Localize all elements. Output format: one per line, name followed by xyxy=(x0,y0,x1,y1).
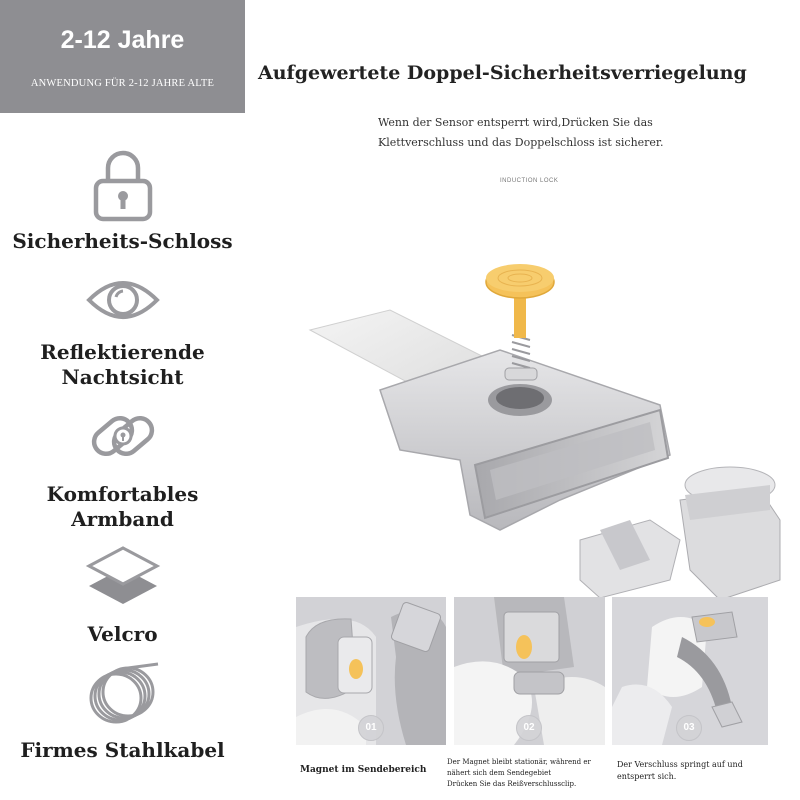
headline: Aufgewertete Doppel-Sicherheitsverriegelung xyxy=(258,62,747,84)
step-1-caption: Magnet im Sendebereich xyxy=(300,765,427,775)
feature-steel-cable xyxy=(0,660,245,763)
feature-label: Velcro xyxy=(87,622,158,646)
buckle-illustration xyxy=(300,200,790,600)
feature-comfortable-wristband xyxy=(0,402,245,532)
feature-label: Sicherheits-Schloss xyxy=(12,229,233,253)
layers-icon xyxy=(85,544,161,608)
step-photo-3 xyxy=(612,597,768,745)
step-3-caption xyxy=(617,759,777,783)
step-2-caption-line2: nähert sich dem Sendegebiet xyxy=(447,769,552,777)
coiled-cable-icon xyxy=(86,660,160,728)
description xyxy=(378,113,778,153)
feature-label: Firmes Stahlkabel xyxy=(20,738,225,762)
step-2-caption xyxy=(447,757,607,790)
description-line1: Wenn der Sensor entsperrt wird,Drücken Sie das xyxy=(378,116,653,129)
feature-label-line2: Armband xyxy=(71,507,174,531)
step-number-badge: 03 xyxy=(676,715,702,741)
feature-velcro xyxy=(0,544,245,647)
chain-link-icon xyxy=(88,402,158,470)
step-3-caption-line2: entsperrt sich. xyxy=(617,772,677,781)
step-3-caption-line1: Der Verschluss springt auf und xyxy=(617,760,743,769)
feature-label-line1: Reflektierende xyxy=(40,340,205,364)
feature-sidebar xyxy=(0,0,245,800)
step-number-badge: 01 xyxy=(358,715,384,741)
step-number-badge: 02 xyxy=(516,715,542,741)
step-photo-1 xyxy=(296,597,446,745)
feature-security-lock xyxy=(0,148,245,254)
feature-label-line2: Nachtsicht xyxy=(61,365,184,389)
feature-label-line1: Komfortables xyxy=(46,482,199,506)
feature-reflective-night-vision xyxy=(0,272,245,390)
step-2-caption-line3: Drücken Sie das Reißverschlussclip. xyxy=(447,780,577,788)
age-badge xyxy=(0,0,245,113)
description-line2: Klettverschluss und das Doppelschloss ist sicherer. xyxy=(378,136,664,149)
eye-icon xyxy=(85,272,161,328)
age-title: 2-12 Jahre xyxy=(60,26,185,54)
induction-lock-label: INDUCTION LOCK xyxy=(500,178,559,184)
step-photo-2 xyxy=(454,597,605,745)
age-subtitle: ANWENDUNG FÜR 2-12 JAHRE ALTE xyxy=(30,78,215,89)
step-2-caption-line1: Der Magnet bleibt stationär, während er xyxy=(447,758,591,766)
padlock-icon xyxy=(88,148,158,223)
